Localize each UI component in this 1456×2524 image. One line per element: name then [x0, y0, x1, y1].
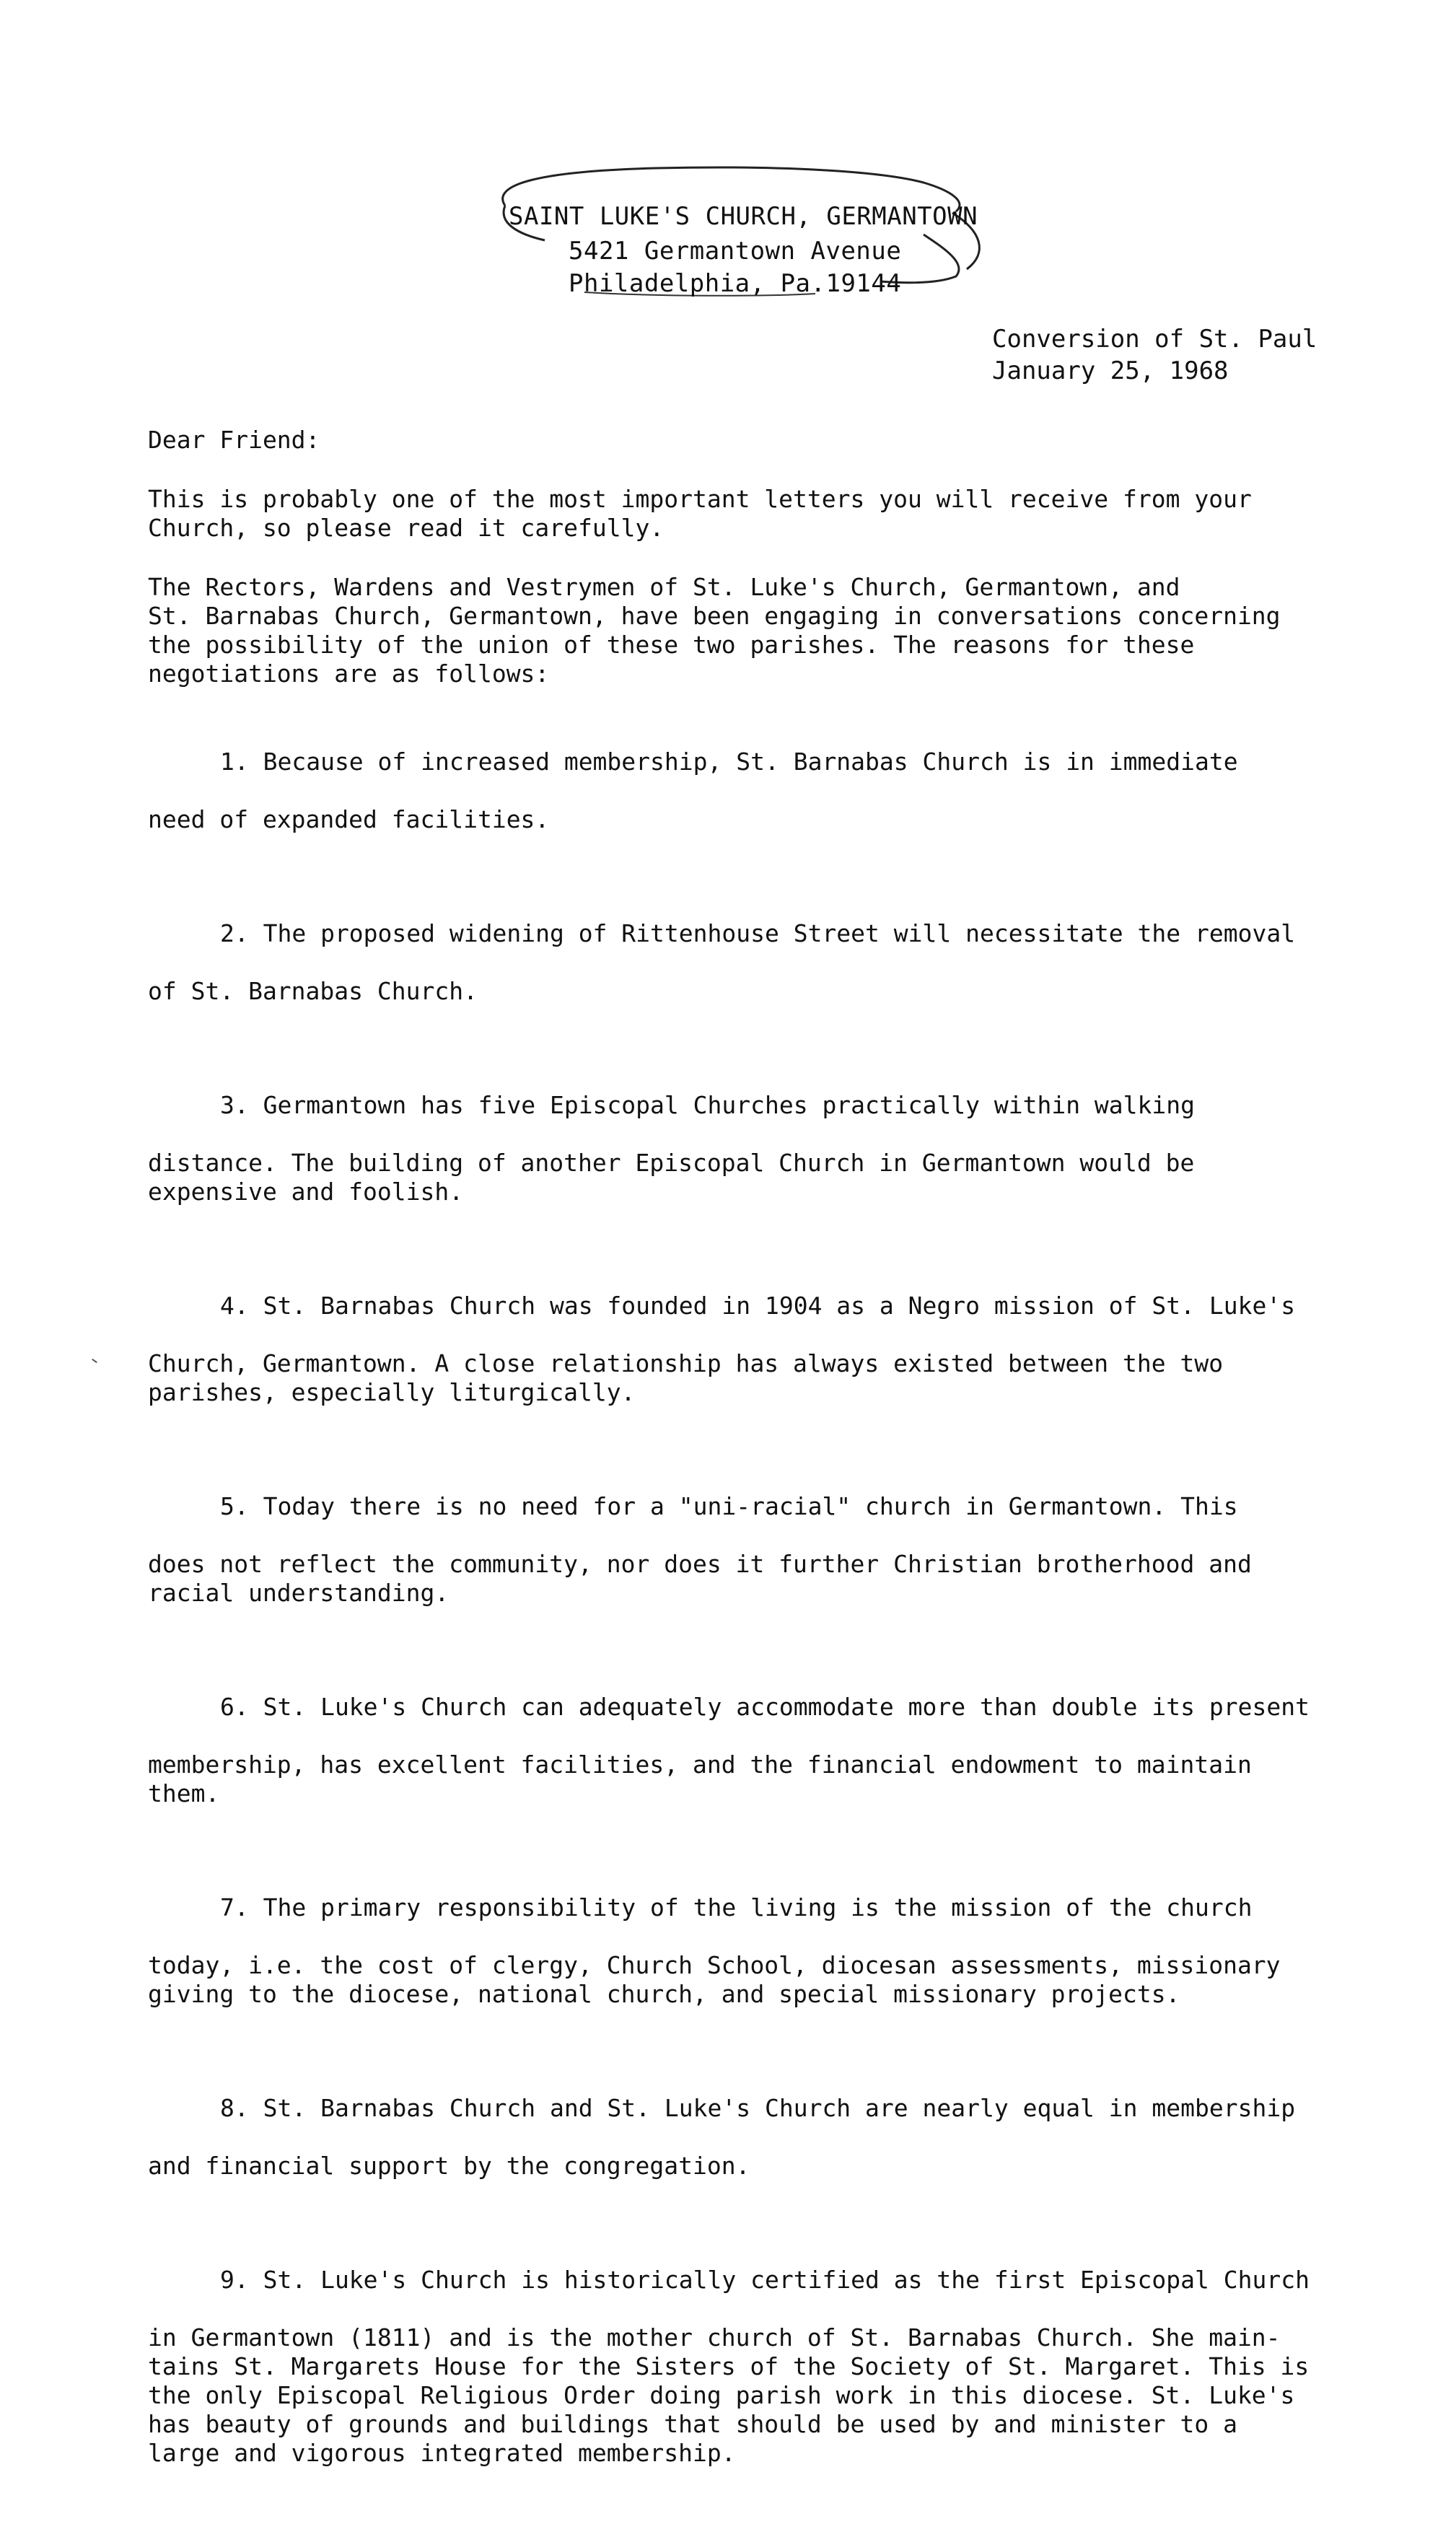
reason-item-6: [148, 1664, 1331, 1837]
dateline: [992, 323, 1317, 387]
reason-item-first-line: 3. Germantown has five Episcopal Churches practically within walking: [220, 1091, 1196, 1119]
letter-body: [148, 426, 1331, 2524]
reason-item-continuation: and financial support by the congregation.: [148, 2152, 750, 2180]
reason-item-first-line: 1. Because of increased membership, St. Barnabas Church is in immediate: [220, 748, 1238, 776]
reason-item-continuation: of St. Barnabas Church.: [148, 977, 478, 1005]
reason-item-continuation: membership, has excellent facilities, and the financial endowment to maintain them.: [148, 1750, 1252, 1807]
context-paragraph: The Rectors, Wardens and Vestrymen of St. Luke's Church, Germantown, and St. Barnabas Church, Germantown, have been engaging in conversations concerning the possibility of the union of these two parishes. The reasons for these negotiations are as follows:: [148, 573, 1281, 688]
reason-item-9: [148, 2237, 1331, 2497]
salutation: Dear Friend:: [148, 426, 320, 454]
letter-date: January 25, 1968: [992, 356, 1229, 385]
church-name: SAINT LUKE'S CHURCH, GERMANTOWN: [509, 202, 978, 231]
reason-item-continuation: distance. The building of another Episcopal Church in Germantown would be expensive and foolish.: [148, 1149, 1195, 1206]
feast-day: Conversion of St. Paul: [992, 325, 1317, 354]
intro-paragraph: This is probably one of the most important letters you will receive from your Church, so please read it carefully.: [148, 485, 1252, 542]
reason-item-5: [148, 1463, 1331, 1636]
reason-item-first-line: 4. St. Barnabas Church was founded in 1904 as a Negro mission of St. Luke's: [220, 1292, 1296, 1320]
reason-item-continuation: need of expanded facilities.: [148, 805, 550, 833]
letterhead: [476, 155, 996, 299]
reason-item-continuation: does not reflect the community, nor does it further Christian brotherhood and racial understanding.: [148, 1550, 1252, 1607]
church-city: Philadelphia, Pa.19144: [569, 269, 902, 298]
reason-item-continuation: in Germantown (1811) and is the mother church of St. Barnabas Church. She main- tains St. Margarets House for the Sisters of the Society of St. Margaret. This is the only Episcopal Religious Order doing parish work in this diocese. St. Luke's has beauty of grounds and buildings that should be used by and minister to a large and vigorous integrated membership.: [148, 2323, 1310, 2467]
church-street-address: 5421 Germantown Avenue: [569, 237, 902, 266]
reason-item-2: [148, 890, 1331, 1035]
stray-ink-mark: [92, 1359, 97, 1363]
reason-item-first-line: 5. Today there is no need for a "uni-racial" church in Germantown. This: [220, 1492, 1238, 1520]
reason-item-first-line: 8. St. Barnabas Church and St. Luke's Church are nearly equal in membership: [220, 2094, 1296, 2122]
reason-item-continuation: Church, Germantown. A close relationship has always existed between the two parishes, especially liturgically.: [148, 1349, 1224, 1406]
reason-item-7: [148, 1864, 1331, 2038]
reason-item-1: [148, 719, 1331, 863]
reason-item-3: [148, 1062, 1331, 1235]
reason-item-continuation: today, i.e. the cost of clergy, Church School, diocesan assessments, missionary giving to the diocese, national church, and special missionary projects.: [148, 1951, 1281, 2008]
reason-item-first-line: 7. The primary responsibility of the living is the mission of the church: [220, 1893, 1253, 1922]
reason-item-first-line: 9. St. Luke's Church is historically certified as the first Episcopal Church: [220, 2266, 1310, 2294]
reason-item-4: [148, 1263, 1331, 1436]
reason-item-first-line: 2. The proposed widening of Rittenhouse Street will necessitate the removal: [220, 919, 1296, 947]
reason-item-8: [148, 2065, 1331, 2209]
reason-item-first-line: 6. St. Luke's Church can adequately accommodate more than double its present: [220, 1693, 1310, 1721]
